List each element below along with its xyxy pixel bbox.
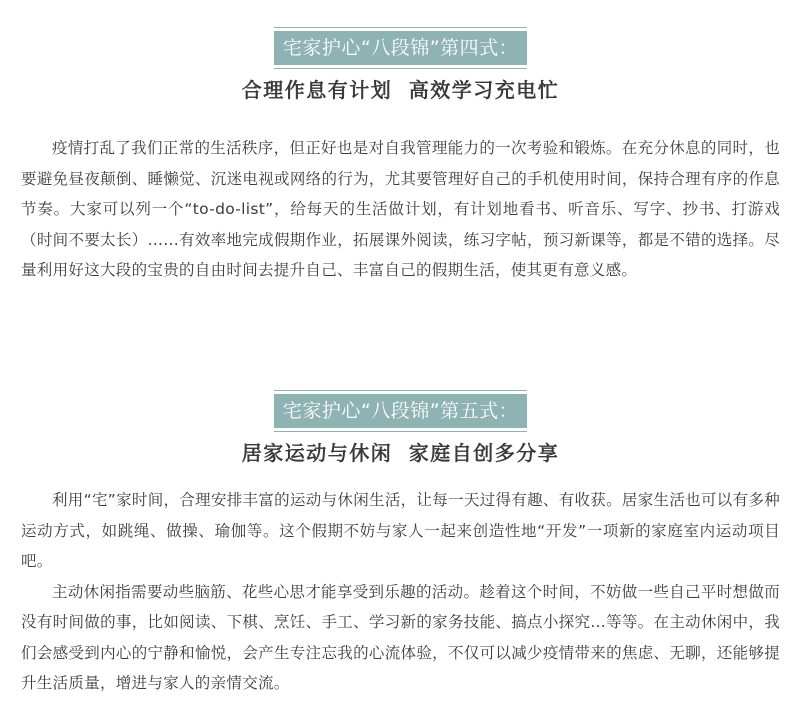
section-5-paragraph-1: 利用“宅”家时间，合理安排丰富的运动与休闲生活，让每一天过得有趣、有收获。居家生活也可以有多种运动方式，如跳绳、做操、瑜伽等。这个假期不妨与家人一起来创造性地“开发”一项新的家庭室内运动项目吧。 <box>21 491 780 570</box>
section-5-tag-wrap <box>0 394 801 428</box>
section-4-tag-wrap <box>0 31 801 65</box>
section-5 <box>0 394 801 699</box>
section-5-paragraph-2: 主动休闲指需要动些脑筋、花些心思才能享受到乐趣的活动。趁着这个时间，不妨做一些自己平时想做而没有时间做的事，比如阅读、下棋、烹饪、手工、学习新的家务技能、搞点小探究…等等。在主动休闲中，我们会感受到内心的宁静和愉悦，会产生专注忘我的心流体验，不仅可以减少疫情带来的焦虑、无聊，还能够提升生活质量，增进与家人的亲情交流。 <box>21 582 780 692</box>
section-4 <box>0 31 801 286</box>
section-5-title: 居家运动与休闲 家庭自创多分享 <box>241 441 560 465</box>
section-4-tag: 宅家护心“八段锦”第四式： <box>274 31 527 65</box>
section-4-title: 合理作息有计划 高效学习充电忙 <box>241 78 560 102</box>
section-4-paragraph-1: 疫情打乱了我们正常的生活秩序，但正好也是对自我管理能力的一次考验和锻炼。在充分休息的同时，也要避免昼夜颠倒、睡懒觉、沉迷电视或网络的行为，尤其要管理好自己的手机使用时间，保持合理有序的作息节奏。大家可以列一个“to-do-list”，给每天的生活做计划，有计划地看书、听音乐、写字、抄书、打游戏（时间不要太长）……有效率地完成假期作业，拓展课外阅读，练习字帖，预习新课等，都是不错的选择。尽量利用好这大段的宝贵的自由时间去提升自己、丰富自己的假期生活，使其更有意义感。 <box>21 139 780 279</box>
section-5-tag: 宅家护心“八段锦”第五式： <box>274 394 527 428</box>
